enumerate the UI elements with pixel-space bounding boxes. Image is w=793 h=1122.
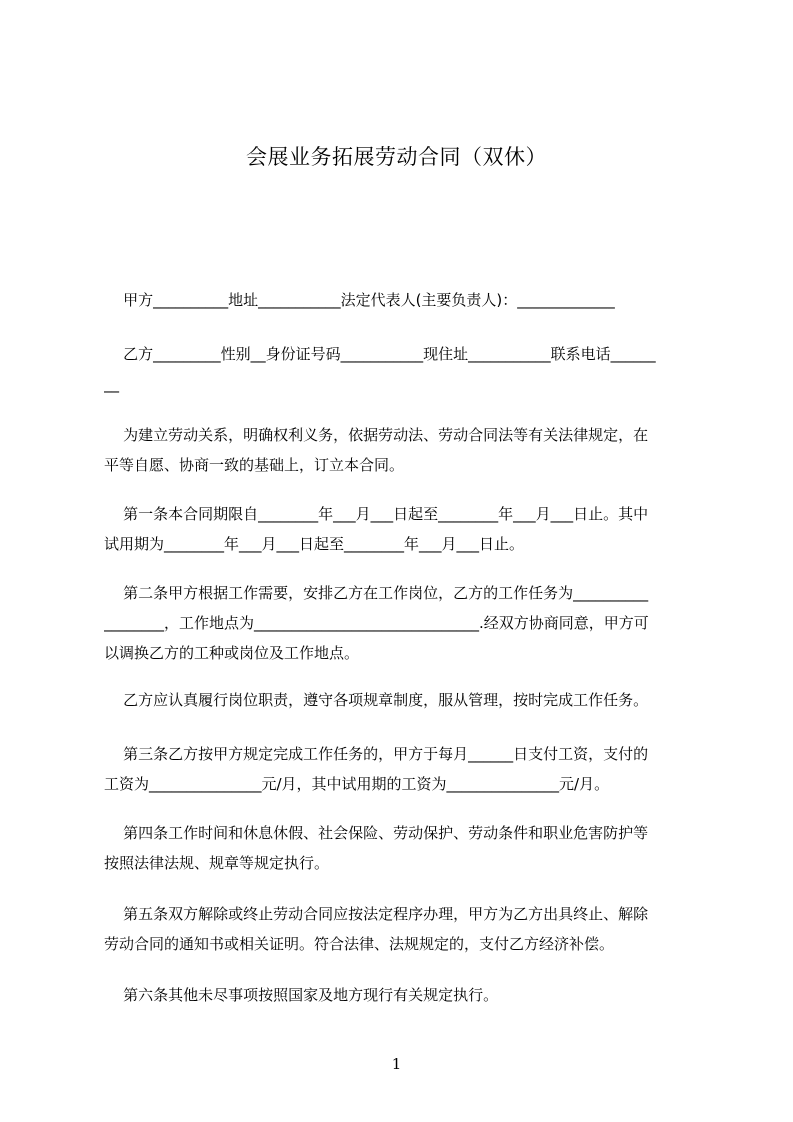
paragraph-line: 劳动合同的通知书或相关证明。符合法律、法规规定的，支付乙方经济补偿。 [104, 935, 615, 953]
article-4-working-hours [104, 818, 700, 878]
party-b-info [104, 339, 700, 399]
paragraph-line: 甲方__________地址___________法定代表人(主要负责人)：_____________ [104, 291, 615, 309]
duties-paragraph [104, 685, 700, 715]
article-6-other-matters [104, 980, 700, 1010]
paragraph-line: 以调换乙方的工种或岗位及工作地点。 [104, 644, 360, 662]
article-3-wages [104, 739, 700, 799]
article-5-termination [104, 899, 700, 959]
paragraph-line: 第三条乙方按甲方规定完成工作任务的，甲方于每月______日支付工资，支付的 [104, 745, 649, 763]
paragraph-line: ________，工作地点为______________________________.经双方协商同意，甲方可 [104, 614, 649, 632]
paragraph-line: 第六条其他未尽事项按照国家及地方现行有关规定执行。 [104, 986, 499, 1004]
paragraph-line: 平等自愿、协商一致的基础上，订立本合同。 [104, 456, 405, 474]
paragraph-line: 乙方_________性别__身份证号码___________现住址___________联系电话______ [104, 345, 656, 363]
article-2-position [104, 578, 700, 668]
paragraph-line: __ [104, 375, 119, 393]
paragraph-line: 工资为_______________元/月，其中试用期的工资为_______________元/月。 [104, 775, 610, 793]
party-a-info [104, 285, 700, 315]
paragraph-line: 按照法律法规、规章等规定执行。 [104, 854, 330, 872]
document-title: 会展业务拓展劳动合同（双休） [246, 145, 547, 169]
preamble-paragraph [104, 420, 700, 480]
paragraph-line: 试用期为________年___月___日起至________年___月___日止。 [104, 535, 525, 553]
page-number: 1 [391, 1055, 402, 1073]
paragraph-line: 第一条本合同期限自________年___月___日起至________年___月___日止。其中 [104, 505, 649, 523]
paragraph-line: 第四条工作时间和休息休假、社会保险、劳动保护、劳动条件和职业危害防护等 [104, 824, 649, 842]
article-1-term [104, 499, 700, 559]
paragraph-line: 为建立劳动关系，明确权利义务，依据劳动法、劳动合同法等有关法律规定，在 [104, 426, 649, 444]
paragraph-line: 第二条甲方根据工作需要，安排乙方在工作岗位，乙方的工作任务为__________ [104, 584, 649, 602]
paragraph-line: 第五条双方解除或终止劳动合同应按法定程序办理，甲方为乙方出具终止、解除 [104, 905, 649, 923]
paragraph-line: 乙方应认真履行岗位职责，遵守各项规章制度，服从管理，按时完成工作任务。 [104, 691, 649, 709]
